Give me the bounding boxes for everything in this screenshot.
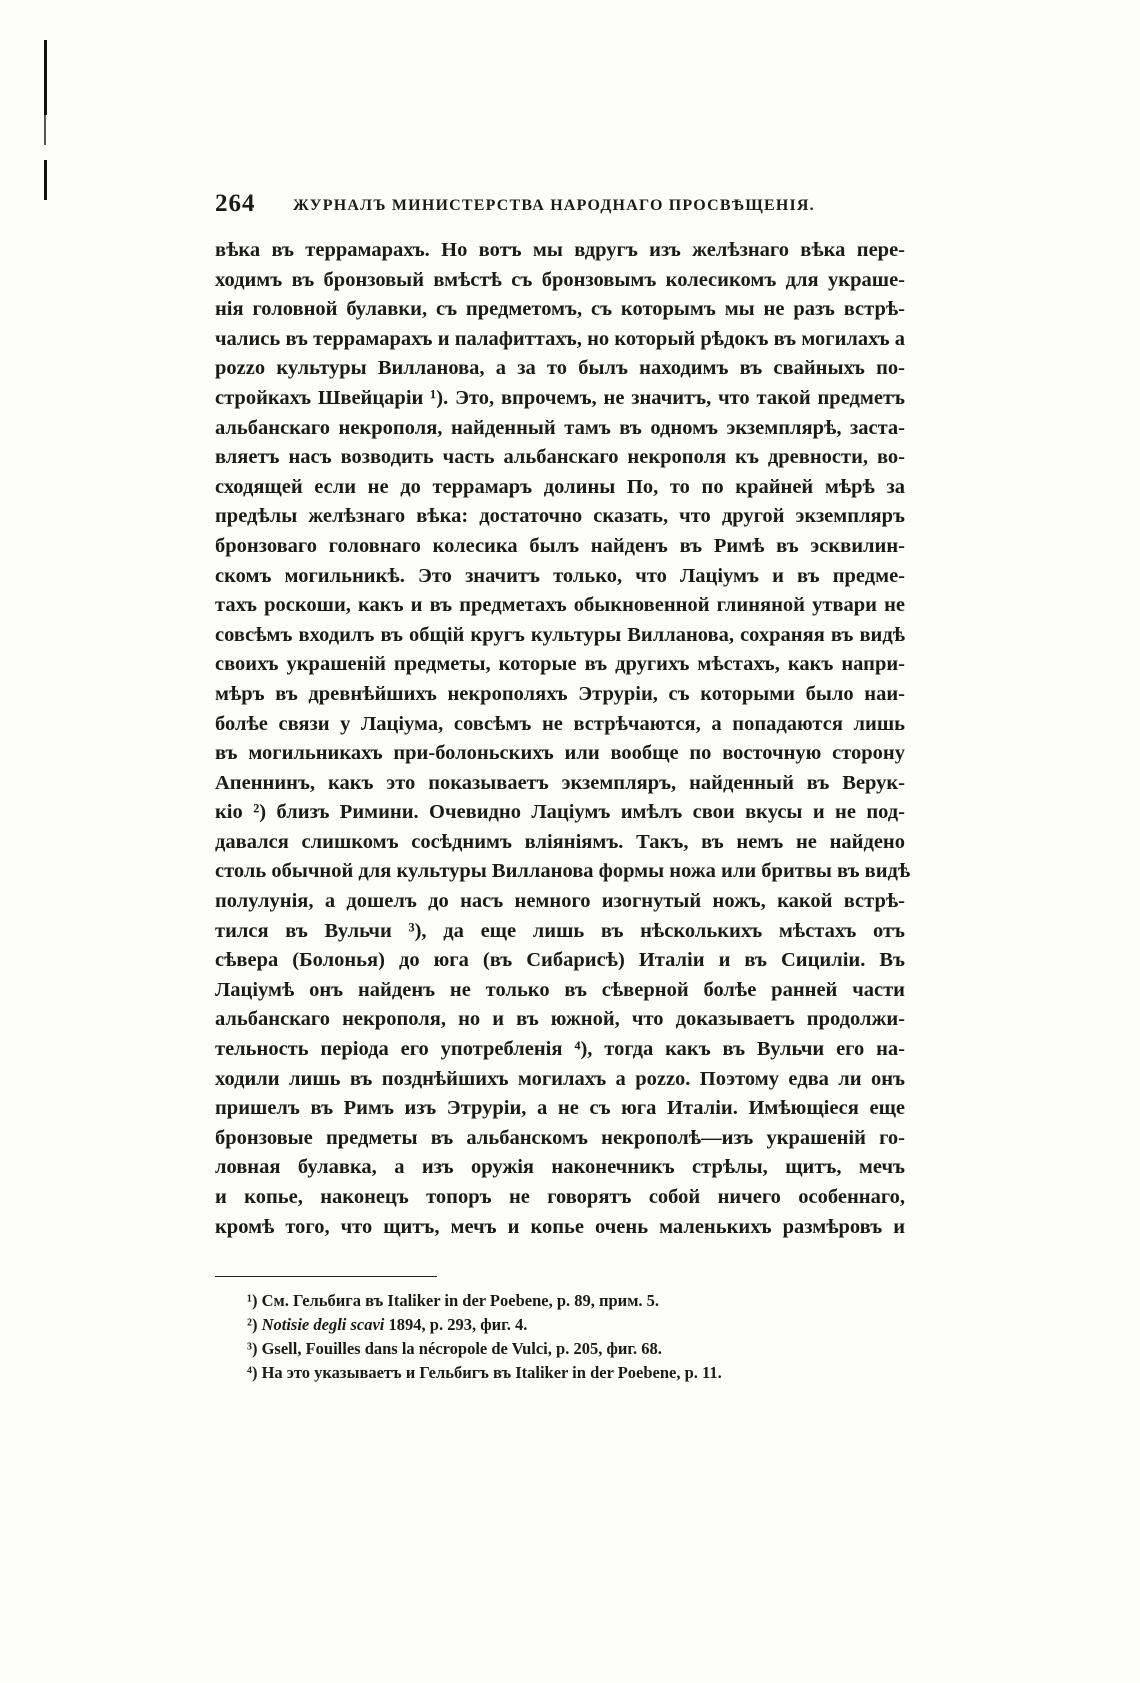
body-text: [215, 236, 911, 1242]
footnote-mark: ³): [247, 1339, 258, 1359]
footnote-mark: ⁴): [247, 1363, 258, 1383]
text-line: ходимъ въ бронзовый вмѣстѣ съ бронзовымъ колесикомъ для украше-: [215, 268, 905, 291]
footnote: [247, 1337, 905, 1361]
footnote-text: Gsell, Fouilles dans la nécropole de Vulci, p. 205, фиг. 68.: [261, 1339, 662, 1359]
text-line: ходили лишь въ позднѣйшихъ могилахъ а pozzo. Поэтому едва ли онъ: [215, 1067, 905, 1090]
text-line: сѣвера (Болонья) до юга (въ Сибарисѣ) Италіи и въ Сициліи. Въ: [215, 949, 905, 972]
text-line: болѣе связи у Лаціума, совсѣмъ не встрѣчаются, а попадаются лишь: [215, 712, 905, 735]
text-line: вляетъ насъ возводить часть альбанскаго некрополя къ древности, во-: [215, 446, 905, 469]
text-line: нія головной булавки, съ предметомъ, съ которымъ мы не разъ встрѣ-: [215, 298, 905, 321]
text-line: pozzo культуры Вилланова, а за то былъ находимъ въ свайныхъ по-: [215, 357, 905, 380]
text-line: и копье, наконецъ топоръ не говорятъ собой ничего особеннаго,: [215, 1186, 905, 1208]
text-line: кіо ²) близъ Римини. Очевидно Лаціумъ имѣлъ свои вкусы и не под-: [215, 801, 905, 824]
footnote-italic-title: Notisie degli scavi: [261, 1315, 385, 1335]
text-line: въ могильникахъ при-болоньскихъ или вообще по восточную сторону: [215, 742, 905, 765]
page: [215, 190, 911, 1385]
scan-edge-mark: [44, 160, 47, 200]
page-header: [215, 190, 905, 226]
footnote: [247, 1289, 905, 1313]
text-line: Апеннинъ, какъ это показываетъ экземпляръ, найденный въ Верук-: [215, 771, 905, 794]
page-number: 264: [215, 190, 256, 217]
text-line: альбанскаго некрополя, найденный тамъ въ одномъ экземплярѣ, заста-: [215, 416, 905, 439]
text-line: столь обычной для культуры Вилланова формы ножа или бритвы въ видѣ: [215, 860, 911, 883]
text-line: своихъ украшеній предметы, которые въ другихъ мѣстахъ, какъ напри-: [215, 653, 905, 676]
text-line: мѣръ въ древнѣйшихъ некрополяхъ Этруріи, съ которыми было наи-: [215, 682, 905, 705]
footnote: [247, 1313, 905, 1337]
text-line: тахъ роскоши, какъ и въ предметахъ обыкновенной глиняной утвари не: [215, 594, 905, 617]
footnote-text: См. Гельбига въ Italiker in der Poebene, p. 89, прим. 5.: [261, 1291, 660, 1311]
footnote-mark: ²): [247, 1315, 258, 1335]
text-line: альбанскаго некрополя, но и въ южной, что доказываетъ продолжи-: [215, 1008, 905, 1031]
text-line: скомъ могильникѣ. Это значитъ только, что Лаціумъ и въ предме-: [215, 564, 905, 587]
text-line: тился въ Вульчи ³), да еще лишь въ нѣсколькихъ мѣстахъ отъ: [215, 919, 905, 942]
text-line: давался слишкомъ сосѣднимъ вліяніямъ. Такъ, въ немъ не найдено: [215, 830, 905, 853]
text-line: совсѣмъ входилъ въ общій кругъ культуры Вилланова, сохраняя въ видѣ: [215, 623, 905, 646]
footnote-rule: [215, 1276, 437, 1277]
text-line: вѣка въ террамарахъ. Но вотъ мы вдругъ изъ желѣзнаго вѣка пере-: [215, 239, 905, 261]
scan-edge-mark: [44, 115, 46, 145]
text-line: предѣлы желѣзнаго вѣка: достаточно сказать, что другой экземпляръ: [215, 505, 905, 528]
text-line: Лаціумѣ онъ найденъ не только въ сѣверной болѣе ранней части: [215, 978, 905, 1001]
text-line: полулунія, а дошелъ до насъ немного изогнутый ножъ, какой встрѣ-: [215, 890, 905, 913]
footnotes: [247, 1289, 905, 1385]
text-line: сходящей если не до террамаръ долины По, то по крайней мѣрѣ за: [215, 475, 905, 498]
text-line: тельность періода его употребленія ⁴), тогда какъ въ Вульчи его на-: [215, 1038, 905, 1061]
scan-edge-mark: [44, 40, 47, 115]
text-line: бронзоваго головнаго колесика былъ найденъ въ Римѣ въ эсквилин-: [215, 534, 905, 557]
text-line: чались въ террамарахъ и палафиттахъ, но который рѣдокъ въ могилахъ а: [215, 327, 905, 350]
text-line: ловная булавка, а изъ оружія наконечникъ стрѣлы, щитъ, мечъ: [215, 1156, 905, 1179]
footnote-text-tail: 1894, p. 293, фиг. 4.: [384, 1315, 528, 1335]
running-head: ЖУРНАЛЪ МИНИСТЕРСТВА НАРОДНАГО ПРОСВѢЩЕНІЯ.: [293, 197, 815, 214]
footnote-text: На это указываетъ и Гельбигъ въ Italiker in der Poebene, p. 11.: [261, 1363, 722, 1383]
text-line: пришелъ въ Римъ изъ Этруріи, а не съ юга Италіи. Имѣющіеся еще: [215, 1097, 905, 1120]
text-line: бронзовые предметы въ альбанскомъ некрополѣ—изъ украшеній го-: [215, 1126, 905, 1149]
text-line: стройкахъ Швейцаріи ¹). Это, впрочемъ, не значитъ, что такой предметъ: [215, 386, 905, 409]
footnote-mark: ¹): [247, 1291, 258, 1311]
text-line: кромѣ того, что щитъ, мечъ и копье очень маленькихъ размѣровъ и: [215, 1215, 905, 1238]
footnote: [247, 1361, 905, 1385]
